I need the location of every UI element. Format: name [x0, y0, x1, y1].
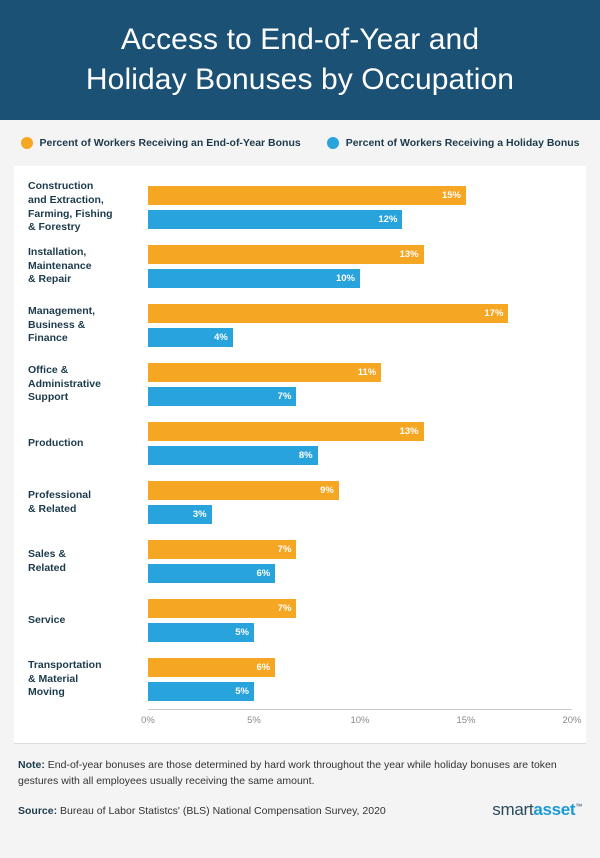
source-row: [18, 800, 582, 820]
bar-track: [148, 564, 572, 583]
category-label: Production: [28, 436, 84, 449]
source-label: Source:: [18, 804, 58, 817]
bar-value-label: 3%: [192, 509, 207, 520]
footer: [14, 743, 586, 828]
bar-group: [148, 178, 572, 237]
bar-value-label: 7%: [277, 391, 292, 402]
legend-item: [327, 137, 580, 149]
footnote: [18, 758, 582, 790]
x-axis-tick-label: 0%: [141, 715, 155, 726]
bar-group: [148, 296, 572, 355]
legend-swatch-icon: [21, 137, 33, 149]
bar-value-label: 8%: [298, 450, 313, 461]
bar-track: [148, 623, 572, 642]
bar: [148, 564, 275, 583]
bar-value-label: 13%: [399, 249, 419, 260]
bar-value-label: 15%: [441, 190, 461, 201]
bar-value-label: 10%: [335, 273, 355, 284]
note-text: End-of-year bonuses are those determined by hard work throughout the year while holiday bonuses are token gestures with all employees usually receiving the same amount.: [18, 759, 557, 787]
bar-track: [148, 658, 572, 677]
bar-group: [148, 355, 572, 414]
bar-track: [148, 245, 572, 264]
bar-track: [148, 363, 572, 382]
category-label: Professional & Related: [28, 488, 92, 515]
bar: [148, 387, 296, 406]
bar: [148, 682, 254, 701]
bar: [148, 328, 233, 347]
category-label: Transportation & Material Moving: [28, 658, 102, 699]
source: [18, 804, 386, 820]
brand-part-1: smart: [492, 799, 534, 819]
title-line-1: Access to End-of-Year and: [120, 22, 480, 56]
legend-label: Percent of Workers Receiving a Holiday Bonus: [345, 137, 580, 149]
category-label: Sales & Related: [28, 547, 66, 574]
chart-legend: [0, 120, 600, 166]
bar-track: [148, 304, 572, 323]
bar: [148, 304, 508, 323]
x-axis-tick-label: 5%: [247, 715, 261, 726]
bar-track: [148, 481, 572, 500]
smartasset-logo: [492, 800, 582, 820]
bar-value-label: 11%: [357, 367, 377, 378]
bar-track: [148, 210, 572, 229]
bar: [148, 481, 339, 500]
bar-track: [148, 328, 572, 347]
bar-track: [148, 269, 572, 288]
x-axis-line: [148, 709, 572, 710]
bar-value-label: 6%: [256, 568, 271, 579]
chart-row: [28, 178, 572, 237]
bar-track: [148, 682, 572, 701]
chart-row: [28, 355, 572, 414]
bar: [148, 269, 360, 288]
bar-group: [148, 650, 572, 709]
bar-value-label: 5%: [235, 627, 249, 638]
bar-value-label: 6%: [256, 662, 271, 673]
bar-value-label: 5%: [235, 686, 249, 697]
x-axis-tick-label: 10%: [350, 715, 370, 726]
title-line-2: Holiday Bonuses by Occupation: [85, 63, 515, 96]
x-axis-tick-label: 20%: [562, 715, 582, 726]
bar: [148, 363, 381, 382]
category-label: Management, Business & Finance: [28, 304, 96, 345]
category-label: Construction and Extraction, Farming, Fishing & Forestry: [28, 179, 113, 234]
bar-track: [148, 446, 572, 465]
brand-part-2: asset: [533, 799, 576, 819]
bar: [148, 186, 466, 205]
bar-rows: [28, 178, 572, 709]
chart-row: [28, 237, 572, 296]
bar-value-label: 13%: [399, 426, 419, 437]
bar-value-label: 4%: [214, 332, 228, 343]
x-axis: [141, 709, 582, 735]
bar: [148, 210, 402, 229]
bar-track: [148, 186, 572, 205]
chart-panel: [14, 166, 586, 743]
bar-value-label: 9%: [320, 485, 334, 496]
bar: [148, 623, 254, 642]
bar: [148, 505, 212, 524]
brand-trademark: ™: [575, 802, 582, 810]
bar: [148, 599, 296, 618]
bar: [148, 446, 318, 465]
bar-track: [148, 540, 572, 559]
bar-group: [148, 414, 572, 473]
bar-track: [148, 599, 572, 618]
note-label: Note:: [18, 759, 45, 771]
chart-row: [28, 296, 572, 355]
chart-row: [28, 473, 572, 532]
bar-value-label: 17%: [484, 308, 504, 319]
bar-track: [148, 387, 572, 406]
bar: [148, 658, 275, 677]
legend-label: Percent of Workers Receiving an End-of-Year Bonus: [39, 137, 301, 149]
bar: [148, 540, 296, 559]
bar-value-label: 7%: [277, 544, 292, 555]
category-label: Office & Administrative Support: [28, 363, 101, 404]
chart-row: [28, 591, 572, 650]
source-text: Bureau of Labor Statistcs' (BLS) National Compensation Survey, 2020: [57, 804, 386, 817]
bar: [148, 422, 424, 441]
bar-value-label: 12%: [378, 214, 398, 225]
bar-group: [148, 591, 572, 650]
chart-row: [28, 532, 572, 591]
legend-swatch-icon: [327, 137, 339, 149]
category-label: Installation, Maintenance & Repair: [28, 245, 92, 286]
bar-value-label: 7%: [277, 603, 292, 614]
bar-group: [148, 473, 572, 532]
header: [0, 0, 600, 120]
page-title: [86, 20, 514, 101]
bar-group: [148, 237, 572, 296]
bar-group: [148, 532, 572, 591]
bar-track: [148, 505, 572, 524]
bar: [148, 245, 424, 264]
category-label: Service: [28, 613, 66, 626]
x-axis-tick-label: 15%: [456, 715, 476, 726]
bar-track: [148, 422, 572, 441]
chart-row: [28, 650, 572, 709]
legend-item: [21, 137, 301, 149]
chart-row: [28, 414, 572, 473]
